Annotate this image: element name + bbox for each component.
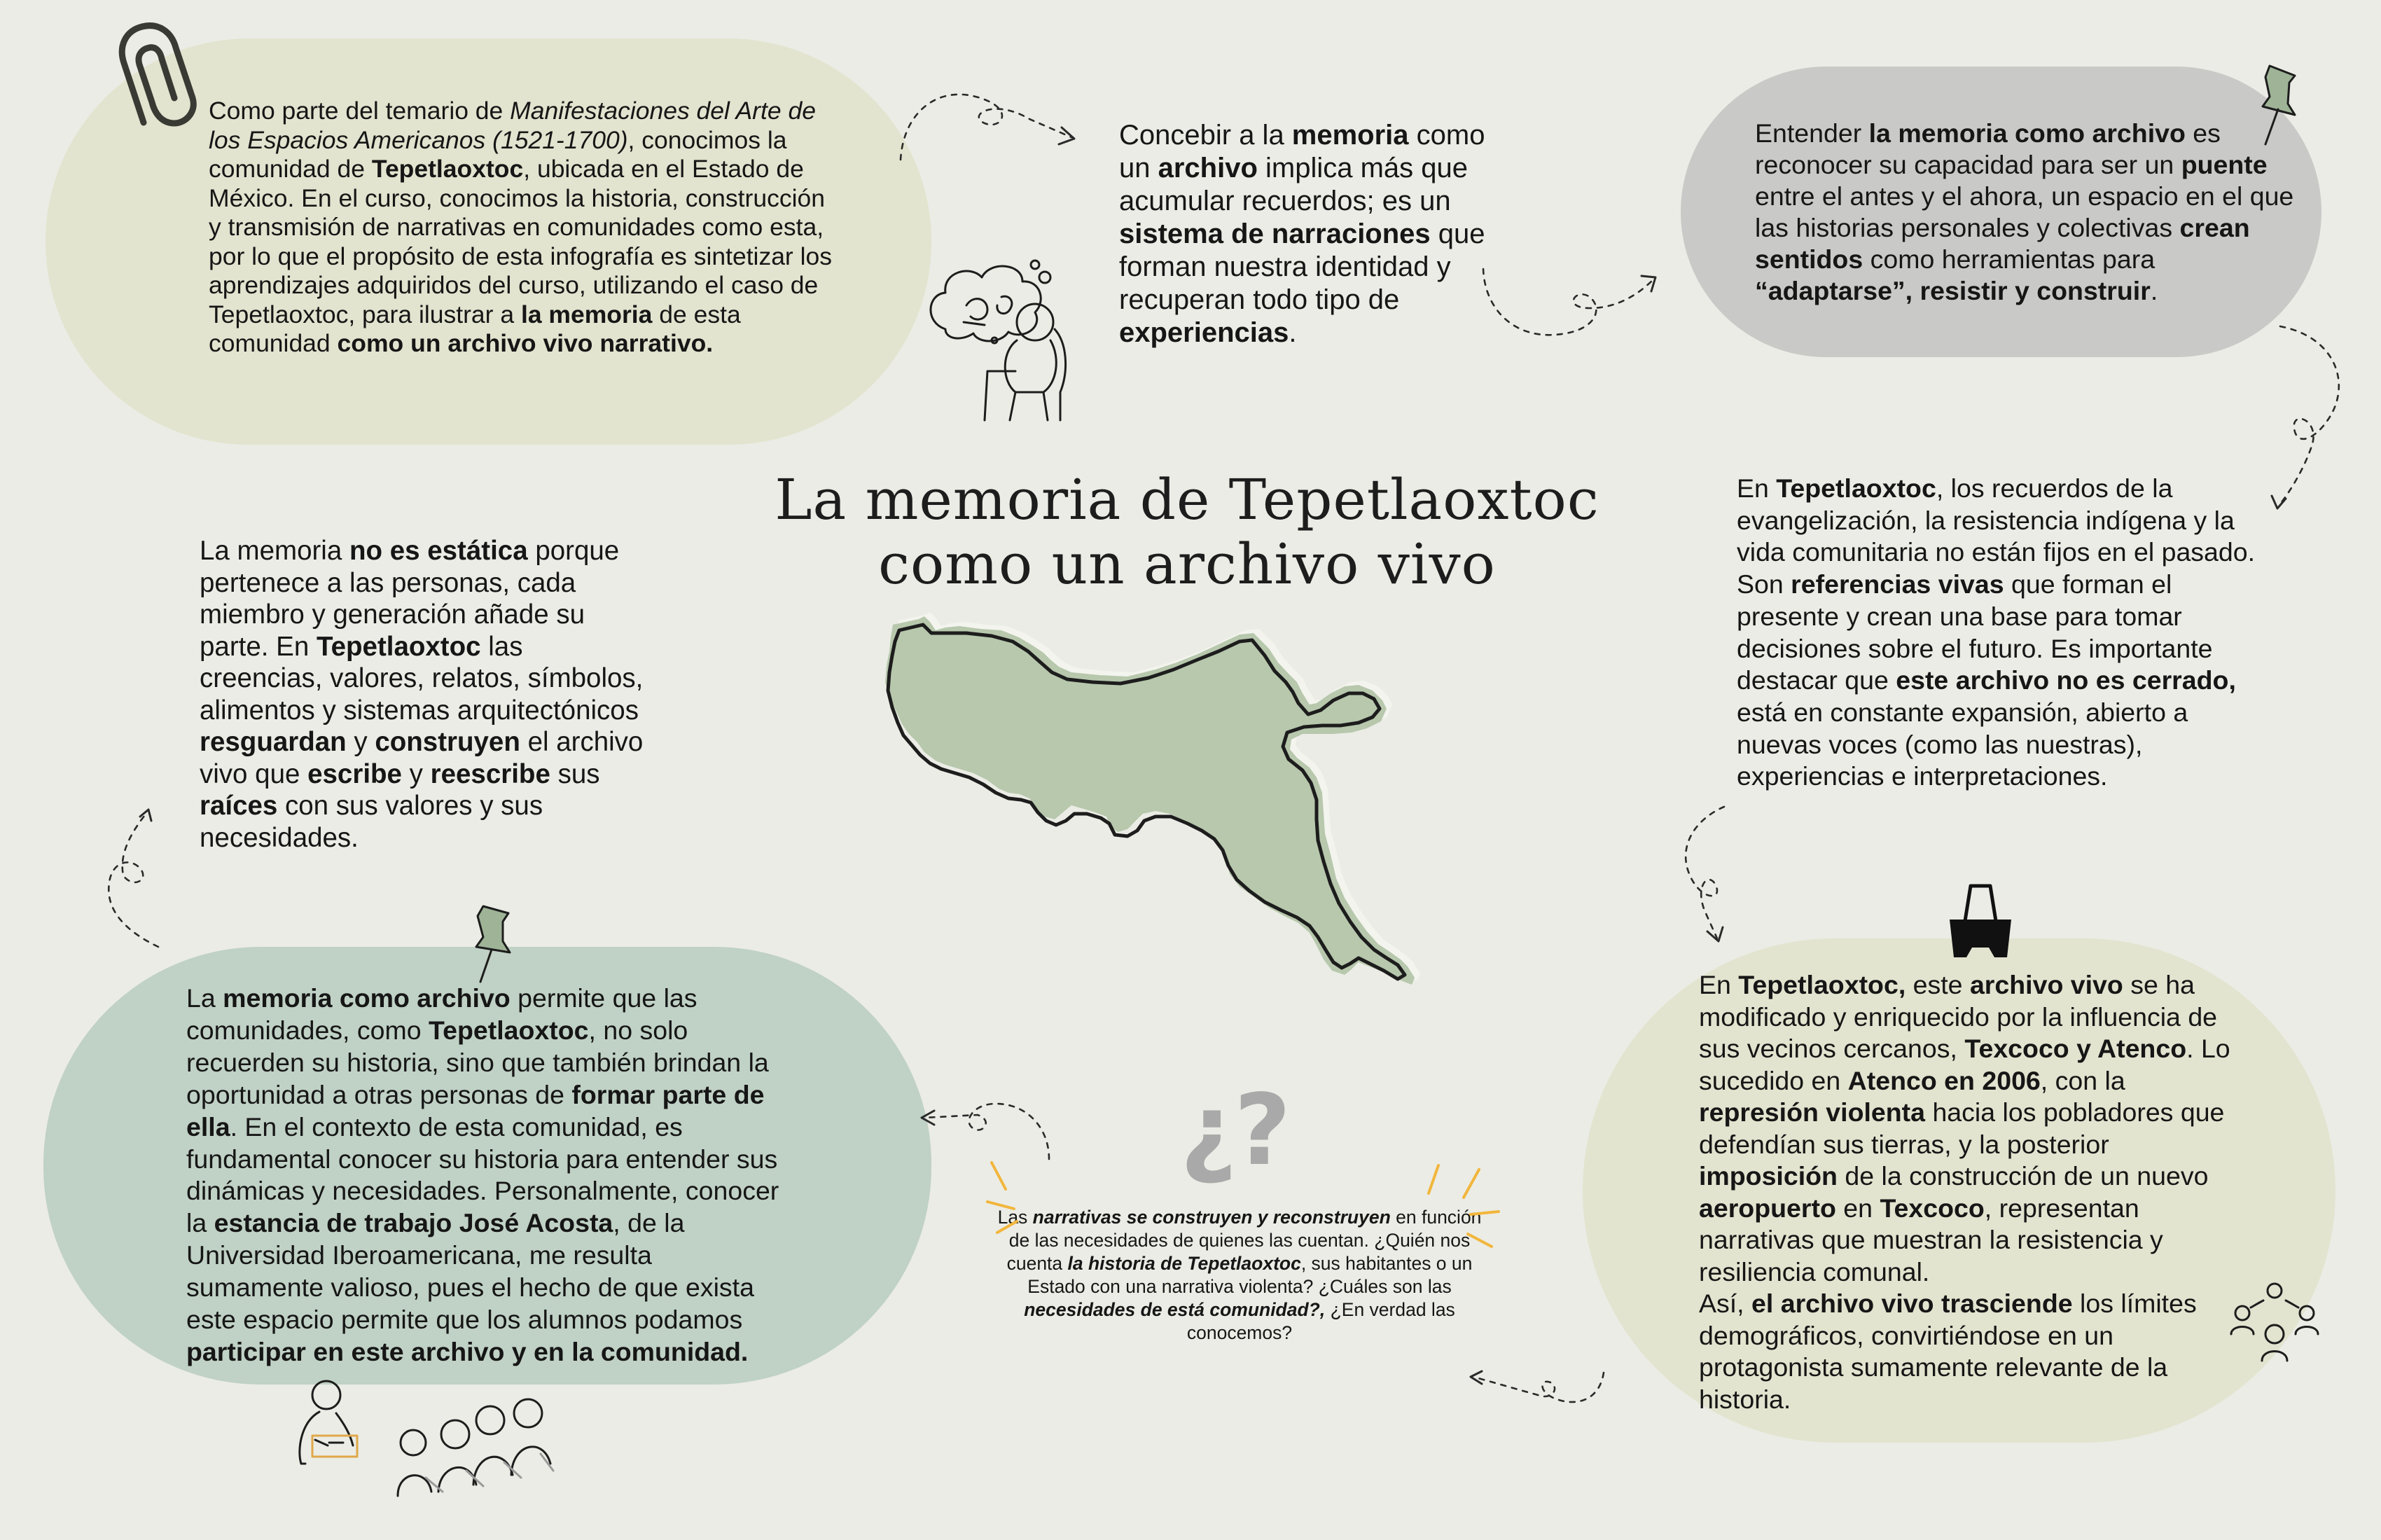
recuerdos-p3: que forman el presente y crean una base para tomar decisiones sobre el futuro. Es importante destacar que (1737, 569, 2213, 695)
title-line-2: como un archivo vivo (878, 532, 1496, 597)
estatica-b2: Tepetlaoxtoc (316, 631, 481, 662)
estatica-p3: las creencias, valores, relatos, símbolos, alimentos y sistemas arquitectónicos (200, 631, 644, 726)
concebir-p1: Concebir a la (1119, 120, 1292, 151)
vecinos-p6: hacia los pobladores que defendían sus tierras, y la posterior (1699, 1097, 2225, 1159)
concebir-b3: sistema de narraciones (1119, 218, 1431, 249)
entender-p5: . (2150, 276, 2158, 305)
entender-p1: Entender (1755, 118, 1869, 148)
intro-p4: de esta comunidad (209, 300, 741, 357)
entender-b4: “adaptarse”, resistir y construir (1755, 276, 2151, 305)
recuerdos-b2: referencias vivas (1791, 569, 2004, 599)
archivo-comunidad-b5: participar en este archivo y en la comunidad. (186, 1336, 749, 1366)
intro-p3: , ubicada en el Estado de México. En el curso, conocimos la historia, construcción y transmisión de narrativas en comunidades como esta, por lo que el propósito de esta infografía es sintetizar los aprendizajes adquiridos del curso, utilizando el caso de Tepetlaoxtoc, para ilustrar a (209, 155, 832, 328)
vecinos-b3: Texcoco y Atenco (1964, 1034, 2187, 1063)
vecinos-b9: el archivo vivo trasciende (1751, 1289, 2073, 1318)
archivo-comunidad-b4: estancia de trabajo José Acosta (214, 1208, 613, 1238)
preguntas-bi2: la historia de Tepetlaoxtoc (1067, 1253, 1301, 1274)
recuerdos-b1: Tepetlaoxtoc (1776, 473, 1936, 503)
preguntas-bi1: narrativas se construyen y reconstruyen (1032, 1207, 1391, 1228)
archivo-comunidad-p4: . En el contexto de esta comunidad, es fundamental conocer su historia para entender sus dinámicas y necesidades. Personalmente, conocer la (186, 1111, 779, 1238)
recuerdos-p1: En (1737, 473, 1777, 503)
entender-b3: crean sentidos (1755, 213, 2250, 274)
vecinos-p2: este (1906, 970, 1970, 999)
intro-b2: la memoria (520, 300, 653, 328)
estatica-p2: porque pertenece a las personas, cada miembro y generación añade su parte. En (200, 536, 620, 662)
vecinos-b8: Texcoco (1880, 1193, 1985, 1223)
concebir-p2: como un (1119, 120, 1485, 183)
estatica-b3: resguardan (200, 727, 347, 757)
estatica-p6: y (401, 758, 431, 789)
vecinos-b7: aeropuerto (1699, 1193, 1836, 1223)
estatica-p7: sus (550, 758, 600, 789)
preguntas-bi3: necesidades de está comunidad?, (1024, 1299, 1326, 1320)
vecinos-p7: de la construcción de un nuevo (1837, 1161, 2209, 1191)
recuerdos-p4: está en constante expansión, abierto a nuevas voces (como las nuestras), experiencias e interpretaciones. (1737, 697, 2188, 791)
estatica-p1: La memoria (200, 536, 349, 566)
archivo-comunidad-b3: formar parte de ella (186, 1079, 765, 1142)
estatica-b6: reescribe (430, 758, 550, 789)
entender-p2: es reconocer su capacidad para ser un (1755, 118, 2221, 179)
vecinos-b2: archivo vivo (1969, 970, 2123, 999)
vecinos-p1: En (1699, 970, 1739, 999)
estatica-p5: el archivo vivo que (200, 727, 644, 789)
estatica-p4: y (346, 727, 375, 757)
vecinos-p9: , representan narrativas que muestran la resistencia y resiliencia comunal. (1699, 1193, 2163, 1286)
question-marks-icon: ¿? (1180, 1074, 1289, 1188)
entender-p3: entre el antes y el ahora, un espacio en el que las historias personales y colectivas (1755, 181, 2294, 242)
vecinos-p5: , con la (2040, 1065, 2125, 1095)
preguntas-p4: ¿En verdad las conocemos? (1186, 1299, 1455, 1343)
preguntas-p2: en función de las necesidades de quienes las cuentan. ¿Quién nos cuenta (1006, 1207, 1482, 1274)
estatica-b5: escribe (307, 758, 402, 789)
archivo-comunidad-p3: , no solo recuerden su historia, sino que también brindan la oportunidad a otras personas de (186, 1015, 769, 1109)
estatica-b7: raíces (200, 791, 278, 821)
archivo-comunidad-p5: , de la Universidad Iberoamericana, me resulta sumamente valioso, pues el hecho de que exista este espacio permite que los alumnos podamos (186, 1208, 754, 1335)
vecinos-p3: se ha modificado y enriquecido por la influencia de sus vecinos cercanos, (1699, 970, 2218, 1063)
vecinos-b4: Atenco en 2006 (1847, 1065, 2041, 1095)
intro-course-name: Manifestaciones del Arte de los Espacios Americanos (1521-1700) (209, 97, 816, 154)
concebir-p3: implica más que acumular recuerdos; es un (1119, 153, 1469, 216)
vecinos-p8: en (1835, 1193, 1880, 1223)
intro-b3: como un archivo vivo narrativo. (337, 329, 714, 357)
title-line-1: La memoria de Tepetlaoxtoc (775, 467, 1599, 532)
intro-p1: Como parte del temario de (209, 97, 511, 125)
estatica-b1: no es estática (349, 536, 528, 566)
vecinos-b1: Tepetlaoxtoc, (1738, 970, 1906, 999)
recuerdos-p2: , los recuerdos de la evangelización, la resistencia indígena y la vida comunitaria no están fijos en el pasado. Son (1737, 473, 2256, 599)
vecinos-p4: . Lo sucedido en (1699, 1034, 2230, 1095)
concebir-b1: memoria (1291, 120, 1409, 151)
entender-b2: puente (2181, 150, 2268, 179)
entender-b1: la memoria como archivo (1868, 118, 2186, 148)
vecinos-p10: Así, (1699, 1289, 1752, 1318)
recuerdos-b3: este archivo no es cerrado, (1896, 665, 2236, 695)
archivo-comunidad-p1: La (186, 983, 223, 1013)
archivo-comunidad-p2: permite que las comunidades, como (186, 983, 697, 1045)
concebir-b2: archivo (1158, 153, 1258, 183)
concebir-p4: que forman nuestra identidad y recuperan todo tipo de (1119, 218, 1485, 315)
estatica-b4: construyen (375, 727, 520, 757)
intro-p2: , conocimos la comunidad de (209, 125, 787, 183)
archivo-comunidad-b1: memoria como archivo (223, 983, 511, 1013)
preguntas-p3: , sus habitantes o un Estado con una narrativa violenta? ¿Cuáles son las (1027, 1253, 1473, 1297)
vecinos-b5: represión violenta (1699, 1097, 1926, 1127)
intro-b1: Tepetlaoxtoc (371, 155, 524, 183)
concebir-b4: experiencias (1119, 317, 1289, 348)
entender-p4: como herramientas para (1863, 244, 2156, 274)
vecinos-b6: imposición (1699, 1161, 1838, 1191)
vecinos-p11: los límites demográficos, convirtiéndose en un protagonista sumamente relevante de la historia. (1699, 1289, 2197, 1414)
preguntas-p1: Las (997, 1207, 1033, 1228)
concebir-p5: . (1289, 317, 1297, 348)
estatica-p8: con sus valores y sus necesidades. (200, 791, 543, 853)
archivo-comunidad-b2: Tepetlaoxtoc (429, 1015, 589, 1045)
